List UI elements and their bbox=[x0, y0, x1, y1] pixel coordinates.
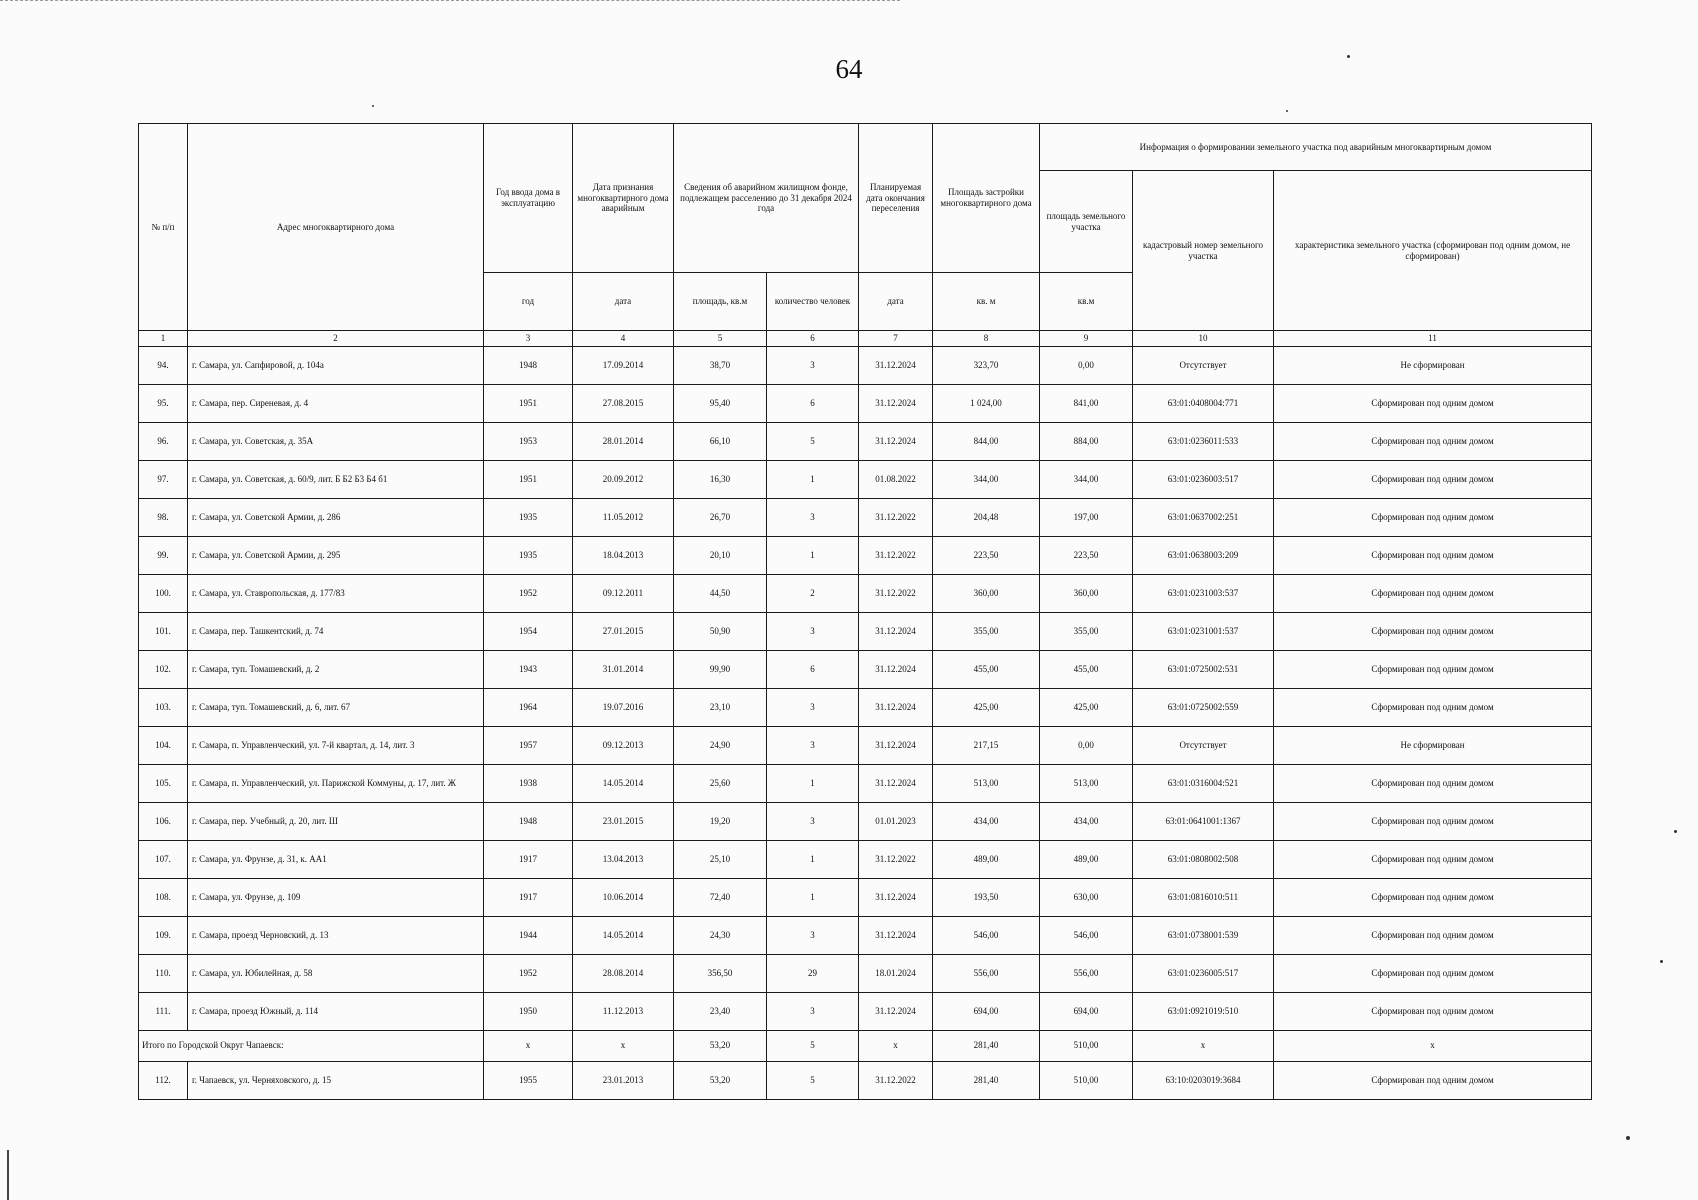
row-build-area: 694,00 bbox=[933, 992, 1040, 1030]
row-year: 1917 bbox=[484, 840, 573, 878]
table-row bbox=[139, 536, 1592, 574]
row-cadastral: 63:01:0236011:533 bbox=[1133, 422, 1274, 460]
row-address: г. Самара, ул. Советской Армии, д. 295 bbox=[188, 536, 484, 574]
header-land-area: площадь земельного участка bbox=[1040, 171, 1133, 273]
row-year: 1917 bbox=[484, 878, 573, 916]
total-cadastral: х bbox=[1133, 1030, 1274, 1061]
row-status: Сформирован под одним домом bbox=[1274, 536, 1592, 574]
row-cadastral: 63:01:0738001:539 bbox=[1133, 916, 1274, 954]
column-number: 1 bbox=[139, 331, 188, 347]
row-status: Сформирован под одним домом bbox=[1274, 916, 1592, 954]
row-year: 1957 bbox=[484, 726, 573, 764]
row-cadastral: 63:01:0638003:209 bbox=[1133, 536, 1274, 574]
scan-speck bbox=[1347, 55, 1350, 58]
row-number: 95. bbox=[139, 384, 188, 422]
row-status: Не сформирован bbox=[1274, 346, 1592, 384]
row-people: 3 bbox=[767, 992, 859, 1030]
row-number: 98. bbox=[139, 498, 188, 536]
row-land-area: 0,00 bbox=[1040, 726, 1133, 764]
row-address: г. Самара, туп. Томашевский, д. 6, лит. 67 bbox=[188, 688, 484, 726]
row-people: 3 bbox=[767, 612, 859, 650]
row-number: 96. bbox=[139, 422, 188, 460]
column-number: 6 bbox=[767, 331, 859, 347]
row-planned: 31.12.2024 bbox=[859, 346, 933, 384]
row-year: 1950 bbox=[484, 992, 573, 1030]
row-status: Сформирован под одним домом bbox=[1274, 422, 1592, 460]
row-build-area: 1 024,00 bbox=[933, 384, 1040, 422]
row-build-area: 513,00 bbox=[933, 764, 1040, 802]
row-address: г. Самара, п. Управленческий, ул. Парижской Коммуны, д. 17, лит. Ж bbox=[188, 764, 484, 802]
row-build-area: 281,40 bbox=[933, 1061, 1040, 1099]
row-address: г. Самара, ул. Юбилейная, д. 58 bbox=[188, 954, 484, 992]
row-people: 3 bbox=[767, 726, 859, 764]
row-date: 09.12.2013 bbox=[573, 726, 674, 764]
row-land-area: 510,00 bbox=[1040, 1061, 1133, 1099]
row-land-area: 0,00 bbox=[1040, 346, 1133, 384]
row-address: г. Самара, проезд Южный, д. 114 bbox=[188, 992, 484, 1030]
table-row bbox=[139, 688, 1592, 726]
row-planned: 18.01.2024 bbox=[859, 954, 933, 992]
row-people: 29 bbox=[767, 954, 859, 992]
row-planned: 31.12.2024 bbox=[859, 384, 933, 422]
scan-speck bbox=[1674, 830, 1677, 833]
row-people: 1 bbox=[767, 536, 859, 574]
row-date: 14.05.2014 bbox=[573, 764, 674, 802]
row-date: 19.07.2016 bbox=[573, 688, 674, 726]
row-build-area: 844,00 bbox=[933, 422, 1040, 460]
row-address: г. Самара, пер. Сиреневая, д. 4 bbox=[188, 384, 484, 422]
row-land-area: 841,00 bbox=[1040, 384, 1133, 422]
row-number: 102. bbox=[139, 650, 188, 688]
row-address: г. Самара, пер. Учебный, д. 20, лит. Ш bbox=[188, 802, 484, 840]
unit-sqm-land: кв.м bbox=[1040, 273, 1133, 331]
row-year: 1938 bbox=[484, 764, 573, 802]
row-build-area: 223,50 bbox=[933, 536, 1040, 574]
row-land-area: 425,00 bbox=[1040, 688, 1133, 726]
row-date: 18.04.2013 bbox=[573, 536, 674, 574]
row-people: 5 bbox=[767, 422, 859, 460]
row-status: Сформирован под одним домом bbox=[1274, 384, 1592, 422]
row-cadastral: 63:01:0816010:511 bbox=[1133, 878, 1274, 916]
table-row bbox=[139, 498, 1592, 536]
row-people: 3 bbox=[767, 916, 859, 954]
page-number: 64 bbox=[835, 54, 863, 84]
row-build-area: 204,48 bbox=[933, 498, 1040, 536]
row-date: 28.08.2014 bbox=[573, 954, 674, 992]
row-status: Сформирован под одним домом bbox=[1274, 764, 1592, 802]
row-build-area: 556,00 bbox=[933, 954, 1040, 992]
unit-date-planned: дата bbox=[859, 273, 933, 331]
row-date: 20.09.2012 bbox=[573, 460, 674, 498]
column-number: 3 bbox=[484, 331, 573, 347]
row-area: 25,10 bbox=[674, 840, 767, 878]
row-year: 1955 bbox=[484, 1061, 573, 1099]
row-planned: 31.12.2024 bbox=[859, 726, 933, 764]
row-date: 14.05.2014 bbox=[573, 916, 674, 954]
row-year: 1954 bbox=[484, 612, 573, 650]
row-cadastral: 63:01:0725002:559 bbox=[1133, 688, 1274, 726]
table-row bbox=[139, 802, 1592, 840]
table-row bbox=[139, 726, 1592, 764]
row-area: 26,70 bbox=[674, 498, 767, 536]
row-number: 99. bbox=[139, 536, 188, 574]
row-number: 103. bbox=[139, 688, 188, 726]
row-people: 3 bbox=[767, 688, 859, 726]
row-number: 101. bbox=[139, 612, 188, 650]
row-land-area: 489,00 bbox=[1040, 840, 1133, 878]
table-row bbox=[139, 1061, 1592, 1099]
row-year: 1944 bbox=[484, 916, 573, 954]
row-planned: 31.12.2022 bbox=[859, 840, 933, 878]
row-area: 72,40 bbox=[674, 878, 767, 916]
unit-year: год bbox=[484, 273, 573, 331]
row-planned: 31.12.2024 bbox=[859, 422, 933, 460]
row-people: 6 bbox=[767, 384, 859, 422]
row-build-area: 425,00 bbox=[933, 688, 1040, 726]
row-number: 110. bbox=[139, 954, 188, 992]
unit-people: количество человек bbox=[767, 273, 859, 331]
header-building-area: Площадь застройки многоквартирного дома bbox=[933, 124, 1040, 273]
table-row bbox=[139, 346, 1592, 384]
row-build-area: 323,70 bbox=[933, 346, 1040, 384]
row-land-area: 434,00 bbox=[1040, 802, 1133, 840]
column-number: 4 bbox=[573, 331, 674, 347]
row-year: 1964 bbox=[484, 688, 573, 726]
row-date: 23.01.2013 bbox=[573, 1061, 674, 1099]
total-land-area: 510,00 bbox=[1040, 1030, 1133, 1061]
row-year: 1948 bbox=[484, 802, 573, 840]
row-area: 95,40 bbox=[674, 384, 767, 422]
row-planned: 31.12.2024 bbox=[859, 992, 933, 1030]
scan-side-mark bbox=[7, 1150, 9, 1200]
row-date: 10.06.2014 bbox=[573, 878, 674, 916]
table-row bbox=[139, 954, 1592, 992]
row-address: г. Самара, ул. Советской Армии, д. 286 bbox=[188, 498, 484, 536]
row-year: 1953 bbox=[484, 422, 573, 460]
row-cadastral: 63:01:0725002:531 bbox=[1133, 650, 1274, 688]
row-status: Сформирован под одним домом bbox=[1274, 802, 1592, 840]
row-date: 11.05.2012 bbox=[573, 498, 674, 536]
row-number: 105. bbox=[139, 764, 188, 802]
table-row bbox=[139, 840, 1592, 878]
row-number: 109. bbox=[139, 916, 188, 954]
table-row bbox=[139, 764, 1592, 802]
row-cadastral: 63:01:0921019:510 bbox=[1133, 992, 1274, 1030]
row-land-area: 197,00 bbox=[1040, 498, 1133, 536]
row-build-area: 344,00 bbox=[933, 460, 1040, 498]
row-date: 17.09.2014 bbox=[573, 346, 674, 384]
row-land-area: 355,00 bbox=[1040, 612, 1133, 650]
row-planned: 01.08.2022 bbox=[859, 460, 933, 498]
row-status: Сформирован под одним домом bbox=[1274, 992, 1592, 1030]
row-land-area: 630,00 bbox=[1040, 878, 1133, 916]
table-row bbox=[139, 992, 1592, 1030]
row-status: Сформирован под одним домом bbox=[1274, 878, 1592, 916]
row-build-area: 546,00 bbox=[933, 916, 1040, 954]
header-land-info: Информация о формировании земельного участка под аварийным многоквартирным домом bbox=[1040, 124, 1592, 171]
header-date-emergency: Дата признания многоквартирного дома аварийным bbox=[573, 124, 674, 273]
row-status: Сформирован под одним домом bbox=[1274, 1061, 1592, 1099]
column-number: 8 bbox=[933, 331, 1040, 347]
row-planned: 31.12.2024 bbox=[859, 764, 933, 802]
row-cadastral: 63:01:0316004:521 bbox=[1133, 764, 1274, 802]
row-year: 1952 bbox=[484, 574, 573, 612]
row-planned: 31.12.2022 bbox=[859, 498, 933, 536]
row-status: Сформирован под одним домом bbox=[1274, 840, 1592, 878]
row-people: 3 bbox=[767, 498, 859, 536]
row-cadastral: 63:10:0203019:3684 bbox=[1133, 1061, 1274, 1099]
scan-speck bbox=[372, 105, 374, 107]
column-number: 5 bbox=[674, 331, 767, 347]
total-year: х bbox=[484, 1030, 573, 1061]
row-people: 2 bbox=[767, 574, 859, 612]
row-date: 28.01.2014 bbox=[573, 422, 674, 460]
row-cadastral: 63:01:0231003:537 bbox=[1133, 574, 1274, 612]
row-status: Не сформирован bbox=[1274, 726, 1592, 764]
row-build-area: 489,00 bbox=[933, 840, 1040, 878]
row-number: 104. bbox=[139, 726, 188, 764]
row-year: 1951 bbox=[484, 384, 573, 422]
total-people: 5 bbox=[767, 1030, 859, 1061]
row-land-area: 556,00 bbox=[1040, 954, 1133, 992]
row-planned: 31.12.2024 bbox=[859, 650, 933, 688]
column-number: 9 bbox=[1040, 331, 1133, 347]
row-area: 16,30 bbox=[674, 460, 767, 498]
header-planned-date: Планируемая дата окончания переселения bbox=[859, 124, 933, 273]
row-build-area: 360,00 bbox=[933, 574, 1040, 612]
row-planned: 31.12.2022 bbox=[859, 536, 933, 574]
row-area: 53,20 bbox=[674, 1061, 767, 1099]
row-year: 1935 bbox=[484, 536, 573, 574]
row-build-area: 355,00 bbox=[933, 612, 1040, 650]
header-address: Адрес многоквартирного дома bbox=[188, 124, 484, 331]
row-land-area: 360,00 bbox=[1040, 574, 1133, 612]
row-number: 112. bbox=[139, 1061, 188, 1099]
row-date: 23.01.2015 bbox=[573, 802, 674, 840]
row-people: 5 bbox=[767, 1061, 859, 1099]
row-number: 94. bbox=[139, 346, 188, 384]
table-row bbox=[139, 384, 1592, 422]
row-area: 20,10 bbox=[674, 536, 767, 574]
row-area: 66,10 bbox=[674, 422, 767, 460]
row-date: 13.04.2013 bbox=[573, 840, 674, 878]
row-address: г. Самара, проезд Черновский, д. 13 bbox=[188, 916, 484, 954]
row-status: Сформирован под одним домом bbox=[1274, 460, 1592, 498]
row-cadastral: 63:01:0637002:251 bbox=[1133, 498, 1274, 536]
row-year: 1952 bbox=[484, 954, 573, 992]
row-date: 31.01.2014 bbox=[573, 650, 674, 688]
unit-area: площадь, кв.м bbox=[674, 273, 767, 331]
row-date: 27.01.2015 bbox=[573, 612, 674, 650]
table-row bbox=[139, 650, 1592, 688]
row-build-area: 193,50 bbox=[933, 878, 1040, 916]
header-land-status: характеристика земельного участка (сформирован под одним домом, не сформирован) bbox=[1274, 171, 1592, 331]
row-people: 1 bbox=[767, 460, 859, 498]
unit-sqm: кв. м bbox=[933, 273, 1040, 331]
row-cadastral: 63:01:0408004:771 bbox=[1133, 384, 1274, 422]
row-planned: 31.12.2024 bbox=[859, 612, 933, 650]
row-planned: 01.01.2023 bbox=[859, 802, 933, 840]
row-number: 111. bbox=[139, 992, 188, 1030]
row-address: г. Самара, ул. Фрунзе, д. 31, к. АА1 bbox=[188, 840, 484, 878]
row-date: 09.12.2011 bbox=[573, 574, 674, 612]
row-number: 106. bbox=[139, 802, 188, 840]
header-cadastral: кадастровый номер земельного участка bbox=[1133, 171, 1274, 331]
header-year-commission: Год ввода дома в эксплуатацию bbox=[484, 124, 573, 273]
row-area: 19,20 bbox=[674, 802, 767, 840]
row-status: Сформирован под одним домом bbox=[1274, 688, 1592, 726]
row-build-area: 434,00 bbox=[933, 802, 1040, 840]
column-number: 10 bbox=[1133, 331, 1274, 347]
row-address: г. Самара, пер. Ташкентский, д. 74 bbox=[188, 612, 484, 650]
row-people: 1 bbox=[767, 878, 859, 916]
row-cadastral: 63:01:0641001:1367 bbox=[1133, 802, 1274, 840]
row-status: Сформирован под одним домом bbox=[1274, 650, 1592, 688]
row-land-area: 223,50 bbox=[1040, 536, 1133, 574]
row-land-area: 513,00 bbox=[1040, 764, 1133, 802]
row-area: 23,40 bbox=[674, 992, 767, 1030]
header-num: № п/п bbox=[139, 124, 188, 331]
row-area: 23,10 bbox=[674, 688, 767, 726]
row-build-area: 455,00 bbox=[933, 650, 1040, 688]
table-row bbox=[139, 612, 1592, 650]
row-cadastral: Отсутствует bbox=[1133, 726, 1274, 764]
total-area: 53,20 bbox=[674, 1030, 767, 1061]
row-planned: 31.12.2024 bbox=[859, 878, 933, 916]
total-row bbox=[139, 1030, 1592, 1061]
column-number: 11 bbox=[1274, 331, 1592, 347]
row-status: Сформирован под одним домом bbox=[1274, 574, 1592, 612]
total-label: Итого по Городской Округ Чапаевск: bbox=[139, 1030, 484, 1061]
row-year: 1951 bbox=[484, 460, 573, 498]
column-number: 2 bbox=[188, 331, 484, 347]
row-area: 44,50 bbox=[674, 574, 767, 612]
row-planned: 31.12.2022 bbox=[859, 574, 933, 612]
row-cadastral: 63:01:0236005:517 bbox=[1133, 954, 1274, 992]
row-people: 3 bbox=[767, 346, 859, 384]
row-land-area: 546,00 bbox=[1040, 916, 1133, 954]
row-planned: 31.12.2024 bbox=[859, 916, 933, 954]
row-number: 97. bbox=[139, 460, 188, 498]
row-area: 38,70 bbox=[674, 346, 767, 384]
row-people: 3 bbox=[767, 802, 859, 840]
row-area: 50,90 bbox=[674, 612, 767, 650]
row-date: 11.12.2013 bbox=[573, 992, 674, 1030]
row-number: 108. bbox=[139, 878, 188, 916]
row-status: Сформирован под одним домом bbox=[1274, 498, 1592, 536]
row-cadastral: 63:01:0231001:537 bbox=[1133, 612, 1274, 650]
total-status: х bbox=[1274, 1030, 1592, 1061]
row-area: 24,30 bbox=[674, 916, 767, 954]
column-number: 7 bbox=[859, 331, 933, 347]
row-people: 6 bbox=[767, 650, 859, 688]
row-status: Сформирован под одним домом bbox=[1274, 954, 1592, 992]
total-build-area: 281,40 bbox=[933, 1030, 1040, 1061]
row-land-area: 884,00 bbox=[1040, 422, 1133, 460]
row-area: 99,90 bbox=[674, 650, 767, 688]
row-people: 1 bbox=[767, 764, 859, 802]
row-cadastral: 63:01:0808002:508 bbox=[1133, 840, 1274, 878]
scan-speck bbox=[1286, 110, 1288, 112]
emergency-housing-table bbox=[138, 123, 1592, 1100]
total-date: х bbox=[573, 1030, 674, 1061]
row-area: 25,60 bbox=[674, 764, 767, 802]
row-planned: 31.12.2022 bbox=[859, 1061, 933, 1099]
row-address: г. Самара, ул. Советская, д. 60/9, лит. Б Б2 Б3 Б4 б1 bbox=[188, 460, 484, 498]
table-row bbox=[139, 574, 1592, 612]
scan-speck bbox=[1660, 960, 1663, 963]
row-number: 107. bbox=[139, 840, 188, 878]
table-row bbox=[139, 460, 1592, 498]
header-fund-info: Сведения об аварийном жилищном фонде, подлежащем расселению до 31 декабря 2024 года bbox=[674, 124, 859, 273]
row-address: г. Самара, ул. Сапфировой, д. 104а bbox=[188, 346, 484, 384]
row-address: г. Самара, ул. Ставропольская, д. 177/83 bbox=[188, 574, 484, 612]
row-year: 1935 bbox=[484, 498, 573, 536]
scan-edge bbox=[0, 0, 900, 1]
row-address: г. Самара, ул. Фрунзе, д. 109 bbox=[188, 878, 484, 916]
row-year: 1943 bbox=[484, 650, 573, 688]
row-land-area: 455,00 bbox=[1040, 650, 1133, 688]
table-row bbox=[139, 878, 1592, 916]
row-area: 356,50 bbox=[674, 954, 767, 992]
row-address: г. Чапаевск, ул. Черняховского, д. 15 bbox=[188, 1061, 484, 1099]
table-row bbox=[139, 422, 1592, 460]
row-land-area: 344,00 bbox=[1040, 460, 1133, 498]
table-row bbox=[139, 916, 1592, 954]
row-status: Сформирован под одним домом bbox=[1274, 612, 1592, 650]
row-date: 27.08.2015 bbox=[573, 384, 674, 422]
row-land-area: 694,00 bbox=[1040, 992, 1133, 1030]
row-build-area: 217,15 bbox=[933, 726, 1040, 764]
unit-date: дата bbox=[573, 273, 674, 331]
row-cadastral: 63:01:0236003:517 bbox=[1133, 460, 1274, 498]
row-address: г. Самара, ул. Советская, д. 35А bbox=[188, 422, 484, 460]
row-cadastral: Отсутствует bbox=[1133, 346, 1274, 384]
column-numbers-row bbox=[139, 331, 1592, 347]
total-planned: х bbox=[859, 1030, 933, 1061]
row-year: 1948 bbox=[484, 346, 573, 384]
scan-speck bbox=[1626, 1136, 1630, 1140]
row-number: 100. bbox=[139, 574, 188, 612]
row-address: г. Самара, п. Управленческий, ул. 7-й квартал, д. 14, лит. 3 bbox=[188, 726, 484, 764]
row-people: 1 bbox=[767, 840, 859, 878]
row-planned: 31.12.2024 bbox=[859, 688, 933, 726]
row-address: г. Самара, туп. Томашевский, д. 2 bbox=[188, 650, 484, 688]
row-area: 24,90 bbox=[674, 726, 767, 764]
